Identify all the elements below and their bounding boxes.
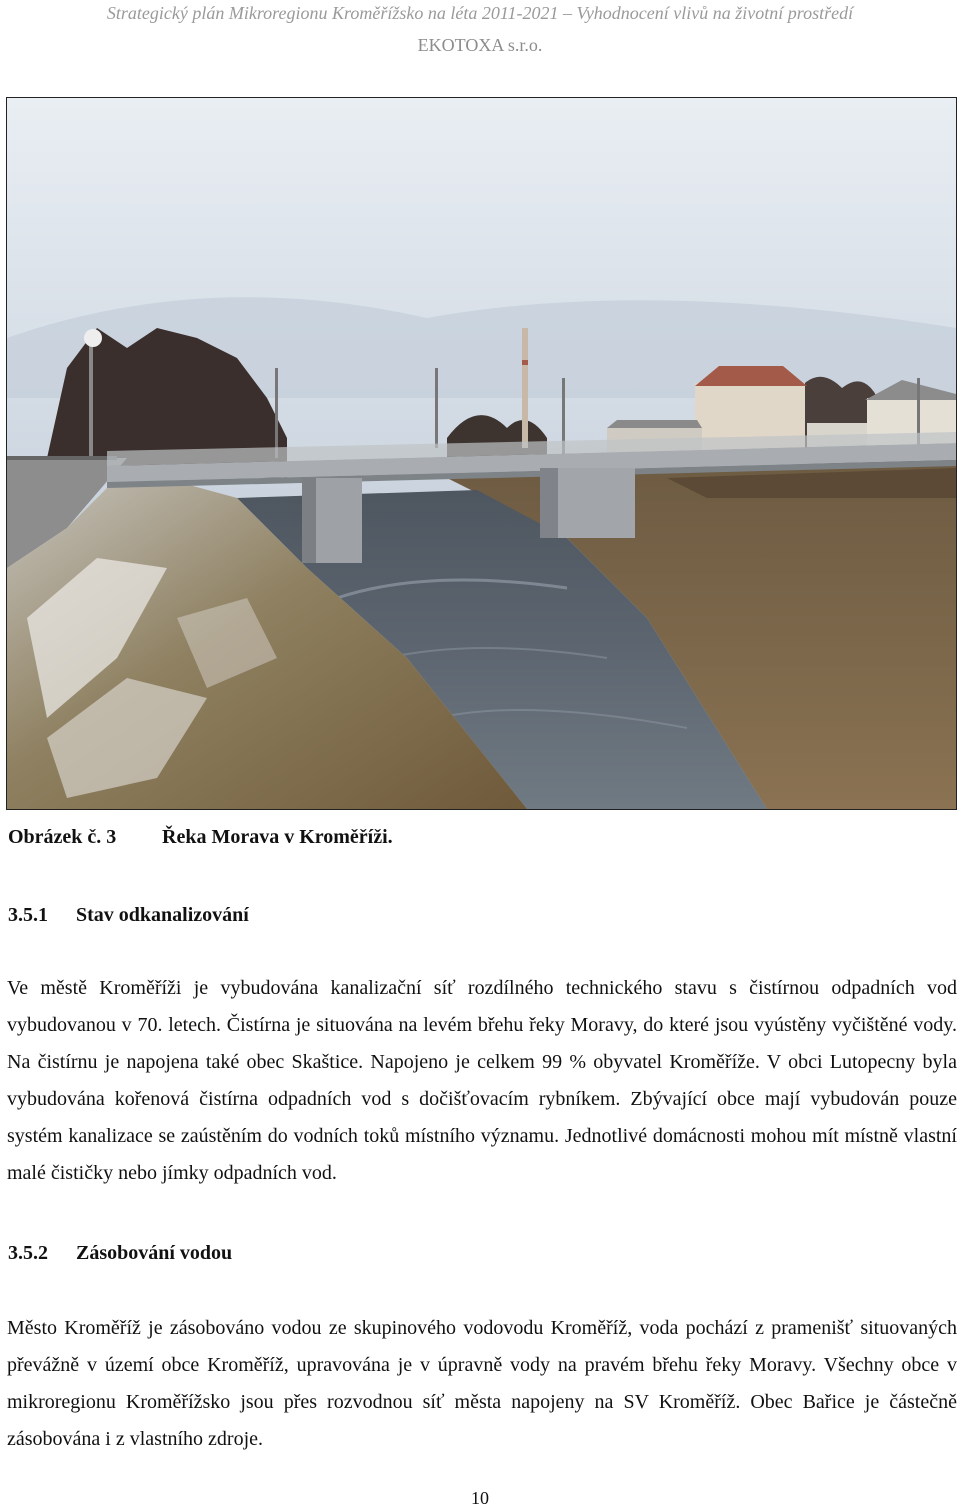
running-header-company: EKOTOXA s.r.o.	[417, 35, 543, 55]
section-paragraph-sewerage: Ve městě Kroměříži je vybudována kanalizační síť rozdílného technického stavu s čistírnou odpadních vod vybudovanou v 70. letech. Čistírna je situována na levém břehu řeky Moravy, do které jsou vyústěny vyčištěné vody. Na čistírnu je napojena také obec Skaštice. Napojeno je celkem 99 % obyvatel Kroměříže. V obci Lutopecny byla vybudována kořenová čistírna odpadních vod s dočišťovacím rybníkem. Zbývající obce mají vybudován pouze systém kanalizace se zaústěním do vodních toků místního významu. Jednotlivé domácnosti mohou mít místně vlastní malé čističky nebo jímky odpadních vod.	[7, 977, 957, 1184]
section-title: Zásobování vodou	[76, 1242, 233, 1264]
section-number: 3.5.2	[8, 1242, 48, 1264]
figure-label: Obrázek č. 3	[8, 826, 117, 848]
section-number: 3.5.1	[8, 904, 48, 926]
page-number: 10	[471, 1488, 489, 1508]
running-header-title: Strategický plán Mikroregionu Kroměřížsko na léta 2011-2021 – Vyhodnocení vlivů na životní prostředí	[106, 3, 854, 23]
river-photo	[6, 97, 957, 810]
section-heading-3-5-2	[8, 1240, 232, 1266]
section-title: Stav odkanalizování	[76, 904, 249, 926]
section-heading-3-5-1	[8, 902, 249, 928]
section-paragraph-water-supply: Město Kroměříž je zásobováno vodou ze skupinového vodovodu Kroměříž, voda pochází z pramenišť situovaných převážně v území obce Kroměříž, upravována je v úpravně vody na pravém břehu řeky Moravy. Všechny obce v mikroregionu Kroměřížsko jsou přes rozvodnou síť města napojeny na SV Kroměříž. Obec Bařice je částečně zásobována i z vlastního zdroje.	[7, 1317, 957, 1450]
figure-caption-text: Řeka Morava v Kroměříži.	[162, 826, 393, 848]
